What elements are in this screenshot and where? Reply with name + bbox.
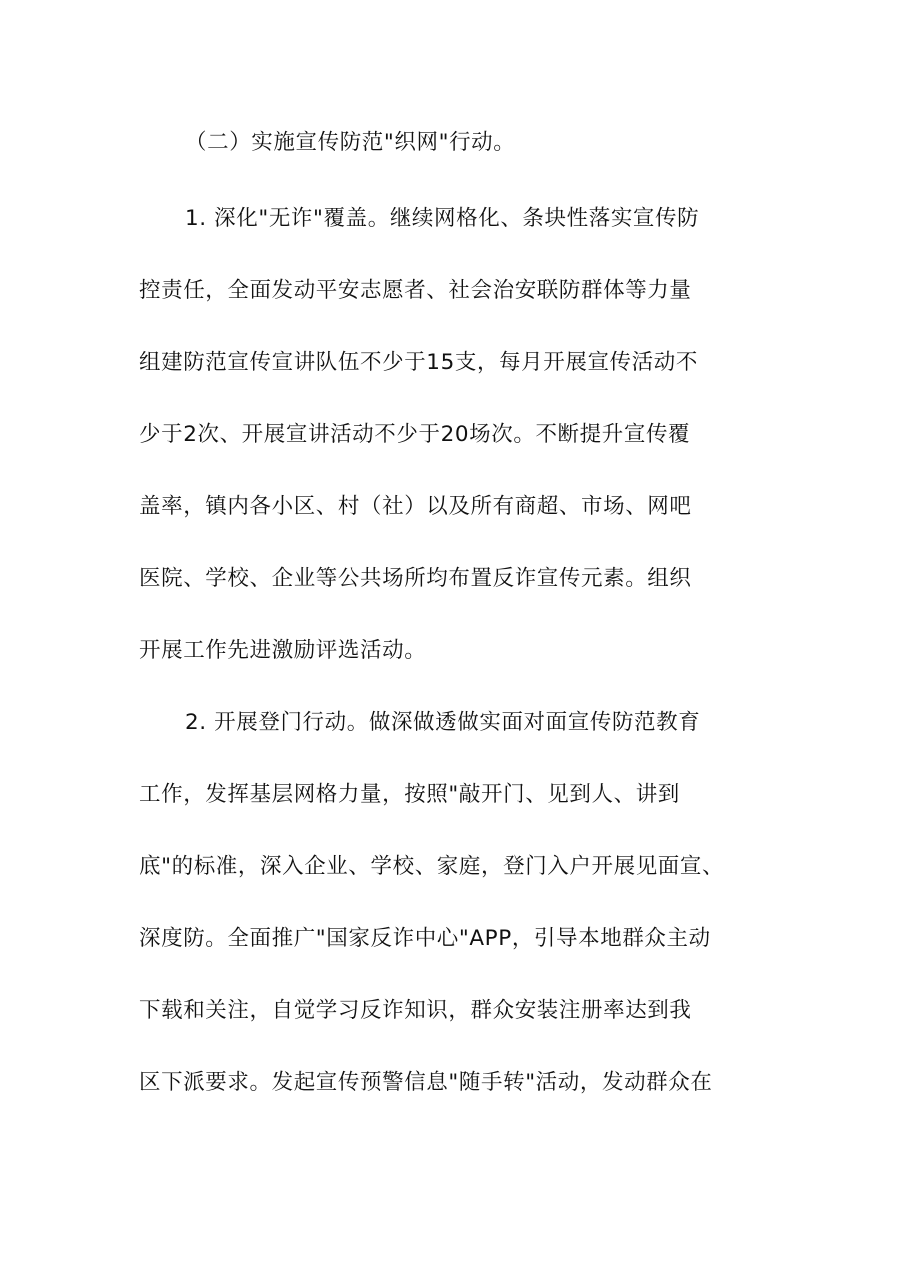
paragraph-1-line-1: 1. 深化"无诈"覆盖。继续网格化、条块性落实宣传防 xyxy=(185,206,700,231)
paragraph-1-line-7: 开展工作先进激励评选活动。 xyxy=(139,638,427,663)
paragraph-1-line-6: 医院、学校、企业等公共场所均布置反诈宣传元素。组织 xyxy=(139,566,692,591)
section-heading: （二）实施宣传防范"织网"行动。 xyxy=(185,130,516,155)
paragraph-2-line-1: 2. 开展登门行动。做深做透做实面对面宣传防范教育 xyxy=(185,710,701,735)
paragraph-2-line-4: 深度防。全面推广"国家反诈中心"APP，引导本地群众主动 xyxy=(139,926,711,951)
paragraph-2-line-6: 区下派要求。发起宣传预警信息"随手转"活动，发动群众在 xyxy=(139,1070,713,1095)
paragraph-2-line-2: 工作，发挥基层网格力量，按照"敲开门、见到人、讲到 xyxy=(139,782,680,807)
paragraph-2-line-3: 底"的标准，深入企业、学校、家庭，登门入户开展见面宣、 xyxy=(139,854,725,879)
paragraph-1-line-3: 组建防范宣传宣讲队伍不少于15支，每月开展宣传活动不 xyxy=(139,350,698,375)
paragraph-1-line-2: 控责任，全面发动平安志愿者、社会治安联防群体等力量 xyxy=(139,278,692,303)
paragraph-1-line-4: 少于2次、开展宣讲活动不少于20场次。不断提升宣传覆 xyxy=(139,422,691,447)
paragraph-1-line-5: 盖率，镇内各小区、村（社）以及所有商超、市场、网吧 xyxy=(139,494,692,519)
paragraph-2-line-5: 下载和关注，自觉学习反诈知识，群众安装注册率达到我 xyxy=(139,998,692,1023)
